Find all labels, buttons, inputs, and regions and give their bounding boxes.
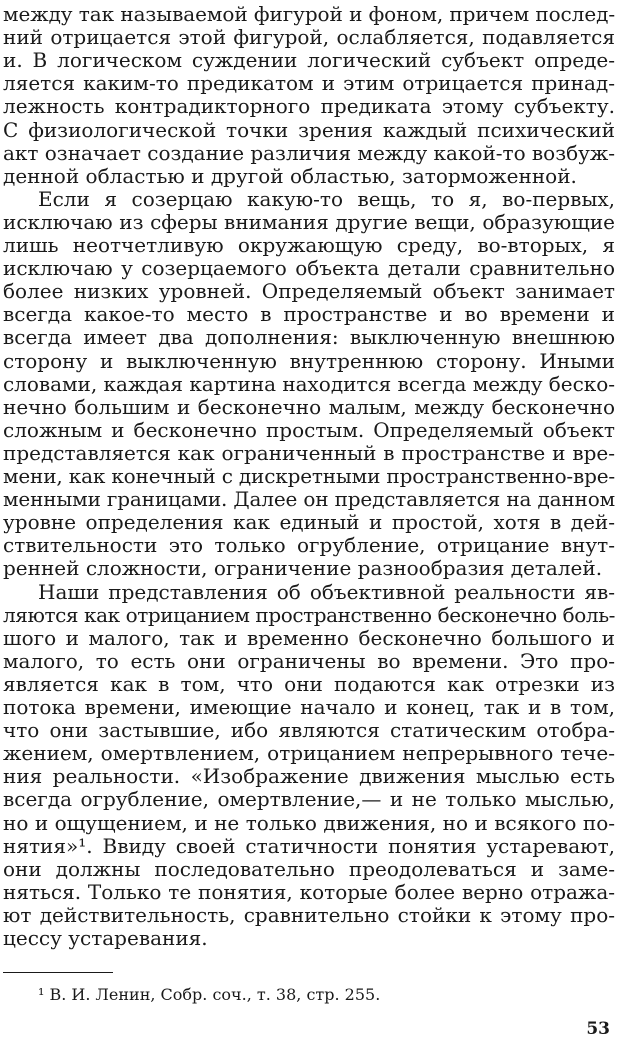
text-line: С физиологической точки зрения каждый психический	[3, 117, 615, 142]
text-line: словами, каждая картина находится всегда между беско-	[3, 371, 615, 396]
text-line: является как в том, что они подаются как отрезки из	[3, 671, 615, 696]
text-line: ствительности это только огрубление, отрицание внут-	[3, 533, 615, 558]
text-line: ния реальности. «Изображение движения мыслью есть	[3, 764, 615, 789]
text-line: ляется каким-то предикатом и этим отрицается принад-	[3, 71, 615, 96]
text-line: уровне определения как единый и простой, хотя в дей-	[3, 510, 615, 535]
text-line: акт означает создание различия между какой-то возбуж-	[3, 140, 615, 165]
text-line: но и ощущением, и не только движения, но и всякого по-	[3, 810, 615, 835]
text-line: нятия»¹. Ввиду своей статичности понятия устаревают,	[3, 833, 615, 858]
text-line: лежность контрадикторного предиката этому субъекту.	[3, 94, 615, 119]
text-line: Если я созерцаю какую-то вещь, то я, во-первых,	[38, 186, 615, 211]
text-line: всегда огрубление, омертвление,— и не только мыслью,	[3, 787, 615, 812]
text-line: всегда какое-то место в пространстве и во времени и	[3, 302, 615, 327]
text-line: няться. Только те понятия, которые более верно отража-	[3, 879, 615, 904]
text-line: что они застывшие, ибо являются статическим отобра-	[3, 718, 615, 743]
footnote-divider	[3, 972, 113, 973]
text-line: ренней сложности, ограничение разнообразия деталей.	[3, 556, 603, 581]
text-line: мени, как конечный с дискретными пространственно-вре-	[3, 464, 615, 488]
text-line: малого, то есть они ограничены во времени. Это про-	[3, 648, 615, 673]
text-line: потока времени, имеющие начало и конец, так и в том,	[3, 695, 615, 719]
text-line: жением, омертвлением, отрицанием непрерывного тече-	[3, 741, 615, 766]
text-line: менными границами. Далее он представляется на данном	[3, 487, 615, 512]
text-line: они должны последовательно преодолеваться и заме-	[3, 856, 615, 881]
text-line: цессу устаревания.	[3, 926, 208, 950]
text-line: ний отрицается этой фигурой, ослабляется, подавляется	[3, 25, 615, 50]
text-line: шого и малого, так и временно бесконечно большого и	[3, 625, 615, 650]
text-line: ют действительность, сравнительно стойки к этому про-	[3, 902, 615, 927]
text-line: лишь неотчетливую окружающую среду, во-вторых, я	[3, 233, 615, 257]
text-line: представляется как ограниченный в пространстве и вре-	[3, 440, 615, 465]
text-line: денной областью и другой областью, заторможенной.	[3, 163, 577, 188]
text-line: сторону и выключенную внутреннюю сторону. Иными	[3, 348, 615, 373]
text-line: более низких уровней. Определяемый объект занимает	[3, 279, 615, 304]
footnote: ¹ В. И. Ленин, Собр. соч., т. 38, стр. 255.	[38, 985, 381, 1004]
text-line: Наши представления об объективной реальности яв-	[38, 579, 615, 604]
text-line: сложным и бесконечно простым. Определяемый объект	[3, 417, 615, 442]
page-number: 53	[586, 1019, 610, 1039]
text-line: исключаю из сферы внимания другие вещи, образующие	[3, 209, 615, 234]
text-line: ляются как отрицанием пространственно бесконечно боль-	[3, 602, 615, 627]
text-line: всегда имеет два дополнения: выключенную внешнюю	[3, 325, 615, 350]
text-line: исключаю у созерцаемого объекта детали сравнительно	[3, 256, 615, 281]
text-line: нечно большим и бесконечно малым, между бесконечно	[3, 394, 615, 419]
text-line: между так называемой фигурой и фоном, причем послед-	[3, 2, 615, 26]
text-line: и. В логическом суждении логический субъект опреде-	[3, 48, 615, 73]
